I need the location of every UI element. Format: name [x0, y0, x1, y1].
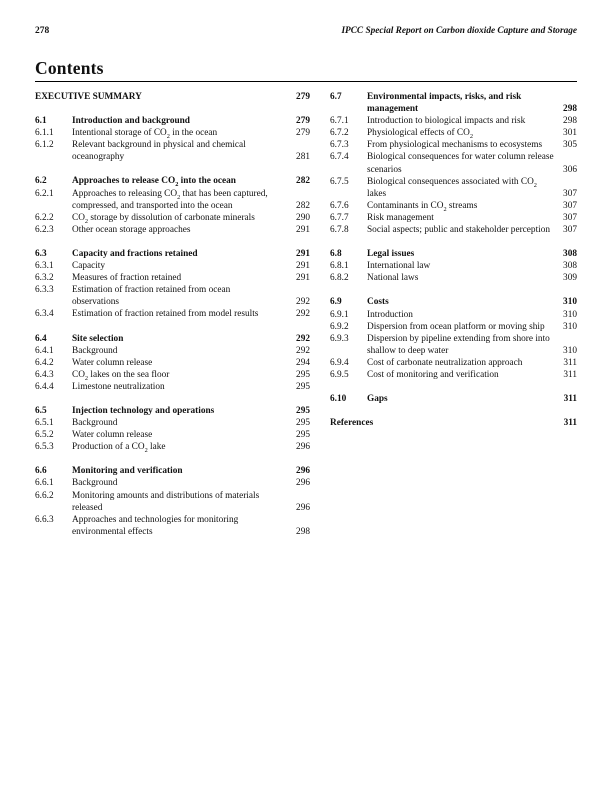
toc-entry-page: 298 [296, 526, 310, 537]
toc-entry-title: Costs [367, 297, 389, 308]
toc-entry-page: 310 [563, 309, 577, 320]
toc-entry-number: 6.7.2 [330, 128, 349, 139]
toc-entry-6.8.2 [330, 272, 577, 284]
toc-entry-6.8 [330, 248, 577, 260]
toc-entry-6.1.2 [35, 139, 310, 163]
toc-entry-title: Water column release [72, 430, 153, 441]
toc-entry-page: 309 [563, 273, 577, 284]
toc-entry-6.7.3 [330, 139, 577, 151]
toc-entry-line [330, 224, 577, 236]
subscript: 2 [175, 181, 179, 189]
toc-entry-page: 290 [296, 212, 310, 223]
toc-entry-line [330, 272, 577, 284]
toc-entry-title: Approaches to releasing $CO_2$ that has been captured, [72, 188, 268, 201]
toc-entry-title: Approaches and technologies for monitoring [72, 514, 239, 525]
toc-entry-title: International law [367, 261, 431, 272]
toc-entry-6.2.2 [35, 212, 310, 224]
toc-entry-line [35, 333, 310, 345]
toc-entry-line [35, 441, 310, 453]
toc-entry-title: Production of a $CO_2$ lake [72, 442, 166, 455]
toc-entry-number: 6.1.2 [35, 140, 54, 151]
toc-entry-number: 6.1.1 [35, 128, 54, 139]
toc-entry-page: 307 [563, 200, 577, 211]
toc-entry-6.5.1 [35, 417, 310, 429]
toc-entry-6.9.5 [330, 369, 577, 381]
toc-entry-6.9.1 [330, 309, 577, 321]
toc-entry-line [330, 296, 577, 308]
toc-entry-6.5.3 [35, 441, 310, 453]
toc-entry-title: Introduction [367, 309, 413, 320]
toc-entry-page: 301 [563, 128, 577, 139]
toc-entry-line [330, 164, 577, 176]
toc-entry-page: 292 [296, 345, 310, 356]
toc-entry-line [330, 212, 577, 224]
toc-entry-line [330, 103, 577, 115]
toc-entry-line [330, 91, 577, 103]
toc-entry-number: 6.10 [330, 394, 347, 405]
toc-entry-line [330, 309, 577, 321]
toc-entry-page: 307 [563, 225, 577, 236]
toc-entry-number: 6.7.6 [330, 200, 349, 211]
toc-entry-line [35, 477, 310, 489]
toc-entry-number: 6.7.3 [330, 140, 349, 151]
toc-entry-line [35, 284, 310, 296]
toc-entry-6.4.3 [35, 369, 310, 381]
toc-entry-number: 6.9.1 [330, 309, 349, 320]
toc-entry-6.9.4 [330, 357, 577, 369]
toc-entry-number: 6.4 [35, 333, 47, 344]
toc-entry-number: 6.9.3 [330, 333, 349, 344]
toc-entry-number: 6.7.7 [330, 212, 349, 223]
toc-entry-line [330, 345, 577, 357]
toc-entry-title: Cost of monitoring and verification [367, 369, 499, 380]
toc-entry-page: 294 [296, 357, 310, 368]
toc-entry-page: 296 [296, 466, 310, 477]
toc-entry-line [35, 127, 310, 139]
toc-entry-page: 310 [563, 345, 577, 356]
toc-entry-page: 282 [296, 176, 310, 187]
toc-entry-page: 298 [563, 116, 577, 127]
toc-entry-6.4.4 [35, 381, 310, 393]
toc-entry-page: 307 [563, 212, 577, 223]
toc-entry-page: 310 [563, 321, 577, 332]
subscript: 2 [443, 205, 447, 213]
toc-entry-line [35, 381, 310, 393]
toc-entry-number: 6.6.1 [35, 478, 54, 489]
toc-entry-6.6 [35, 465, 310, 477]
toc-entry-title: scenarios [367, 164, 402, 175]
subscript: 2 [533, 181, 537, 189]
toc-entry-page: 279 [296, 92, 310, 102]
toc-entry-line [35, 357, 310, 369]
toc-entry-line [35, 224, 310, 236]
subscript: 2 [469, 133, 474, 141]
toc-entry-page: 295 [296, 430, 310, 441]
toc-entry-line [330, 417, 577, 429]
toc-entry-6.3.4 [35, 308, 310, 320]
toc-entry-title: compressed, and transported into the ocean [72, 200, 233, 211]
toc-entry-number: 6.1 [35, 116, 47, 127]
toc-entry-title: Limestone neutralization [72, 381, 165, 392]
toc-entry-page: 292 [296, 297, 310, 308]
toc-entry-6.1.1 [35, 127, 310, 139]
toc-entry-title: $CO_2$ storage by dissolution of carbonate minerals [72, 212, 255, 225]
toc-entry-page: 295 [296, 405, 310, 416]
toc-entry-line [35, 417, 310, 429]
toc-entry-page: 295 [296, 418, 310, 429]
toc-entry-number: 6.4.4 [35, 381, 54, 392]
toc-entry-number: 6.2.2 [35, 212, 54, 223]
toc-entry-title: $CO_2$ lakes on the sea floor [72, 369, 170, 382]
toc-entry-page: 296 [296, 502, 310, 513]
toc-entry-page: 281 [296, 152, 310, 163]
toc-entry [330, 417, 577, 429]
running-title: IPCC Special Report on Carbon dioxide Capture and Storage [341, 26, 577, 36]
toc-entry-line [330, 139, 577, 151]
toc-entry-number: 6.7 [330, 92, 342, 102]
toc-entry-6.4.2 [35, 357, 310, 369]
toc-entry-number: 6.5 [35, 405, 47, 416]
toc-entry-page: 298 [563, 104, 577, 115]
toc-entry-number: 6.4.1 [35, 345, 54, 356]
toc-entry-number: 6.7.5 [330, 176, 349, 187]
subscript: 2 [84, 374, 89, 382]
toc-entry-title: Dispersion from ocean platform or moving ship [367, 321, 545, 332]
toc-entry-page: 291 [296, 273, 310, 284]
toc-entry-title: lakes [367, 188, 387, 199]
toc-entry-title: Social aspects; public and stakeholder perception [367, 225, 551, 236]
toc-entry-number: 6.5.2 [35, 430, 54, 441]
toc-entry-title: Legal issues [367, 249, 415, 260]
toc-entry-title: Risk management [367, 212, 434, 223]
toc-entry-title: National laws [367, 273, 419, 284]
toc-entry-title: Contaminants in $CO_2$ streams [367, 200, 478, 213]
toc-entry-number: 6.9 [330, 297, 342, 308]
toc-entry-number: 6.3.4 [35, 309, 54, 320]
toc-entry-line [330, 393, 577, 405]
toc-entry-line [35, 526, 310, 538]
toc-entry-title: From physiological mechanisms to ecosystems [367, 140, 543, 151]
toc-entry-page: 311 [563, 369, 577, 380]
toc-entry-line [35, 212, 310, 224]
toc-entry-number: 6.7.4 [330, 152, 349, 163]
toc-entry-page: 279 [296, 128, 310, 139]
toc-entry-6.7.4 [330, 151, 577, 175]
toc-entry-title: Capacity [72, 261, 106, 272]
toc-entry-6.7 [330, 91, 577, 115]
toc-entry-page: 311 [563, 418, 577, 429]
toc-entry-number: 6.6 [35, 466, 47, 477]
toc-entry-6.9 [330, 296, 577, 308]
toc-entry-page: 291 [296, 261, 310, 272]
toc-entry-6.4 [35, 333, 310, 345]
toc-entry-line [330, 115, 577, 127]
toc-column-left [35, 91, 310, 538]
toc-entry-title: Introduction and background [72, 116, 190, 127]
toc-entry-title: Background [72, 345, 118, 356]
toc-entry-number: 6.8 [330, 249, 342, 260]
toc-entry-line [35, 151, 310, 163]
toc-entry-line [330, 188, 577, 200]
toc-entry-number: 6.7.1 [330, 116, 349, 127]
toc-entry-number: 6.9.4 [330, 357, 349, 368]
toc-entry-page: 279 [296, 116, 310, 127]
toc-entry [35, 91, 310, 103]
toc-entry-line [330, 127, 577, 139]
toc-entry-line [35, 260, 310, 272]
toc-entry-title: management [367, 104, 419, 115]
toc-entry-line [330, 151, 577, 163]
toc-entry-number: 6.7.8 [330, 225, 349, 236]
toc-entry-line [330, 260, 577, 272]
toc-entry-6.9.3 [330, 333, 577, 357]
toc-entry-title: Measures of fraction retained [72, 273, 182, 284]
toc-entry-6.7.8 [330, 224, 577, 236]
toc-entry-page: 307 [563, 188, 577, 199]
toc-entry-title: Site selection [72, 333, 124, 344]
toc-entry-title: Cost of carbonate neutralization approach [367, 357, 523, 368]
toc-entry-line [330, 357, 577, 369]
toc-entry-page: 292 [296, 309, 310, 320]
toc-entry-line [35, 175, 310, 187]
subscript: 2 [144, 447, 148, 455]
toc-entry-number: 6.2 [35, 176, 47, 187]
toc-entry-line [35, 502, 310, 514]
toc-entry-title: Intentional storage of $CO_2$ in the ocean [72, 128, 218, 141]
toc-entry-6.3.1 [35, 260, 310, 272]
toc-entry-6.5.2 [35, 429, 310, 441]
toc-entry-6.7.2 [330, 127, 577, 139]
toc-entry-title: Estimation of fraction retained from model results [72, 309, 259, 320]
subscript: 2 [166, 133, 170, 141]
toc-entry-page: 296 [296, 478, 310, 489]
toc-entry-6.1 [35, 115, 310, 127]
toc-entry-title: Estimation of fraction retained from ocean [72, 285, 231, 296]
toc-entry-number: 6.3.1 [35, 261, 54, 272]
toc-entry-6.8.1 [330, 260, 577, 272]
toc-entry-page: 306 [563, 164, 577, 175]
page-number: 278 [35, 26, 50, 36]
toc-entry-6.10 [330, 393, 577, 405]
toc-entry-number: 6.5.3 [35, 442, 54, 453]
toc-entry-number: 6.8.1 [330, 261, 349, 272]
toc-entry-6.9.2 [330, 321, 577, 333]
toc-entry-line [35, 200, 310, 212]
toc-entry-title: Capacity and fractions retained [72, 248, 198, 259]
toc-entry-page: 305 [563, 140, 577, 151]
toc-entry-title: environmental effects [72, 526, 153, 537]
toc-entry-title: Monitoring and verification [72, 466, 183, 477]
toc-entry-6.7.1 [330, 115, 577, 127]
toc-entry-line [35, 345, 310, 357]
toc-entry-6.3.3 [35, 284, 310, 308]
toc-entry-6.7.6 [330, 200, 577, 212]
toc-entry-6.6.3 [35, 514, 310, 538]
toc-entry-number: 6.9.5 [330, 369, 349, 380]
toc-entry-title: Background [72, 478, 118, 489]
toc-entry-number: 6.9.2 [330, 321, 349, 332]
toc-entry-6.2.1 [35, 188, 310, 212]
toc-entry-6.7.5 [330, 176, 577, 200]
toc-entry-number: 6.6.3 [35, 514, 54, 525]
title-divider [35, 81, 577, 82]
toc-entry-6.6.2 [35, 490, 310, 514]
toc-entry-line [35, 465, 310, 477]
toc-entry-line [35, 272, 310, 284]
toc-entry-title: Physiological effects of $CO_2$ [367, 128, 474, 141]
toc-entry-title: oceanography [72, 152, 125, 163]
toc-entry-line [35, 248, 310, 260]
toc-entry-page: 292 [296, 333, 310, 344]
toc-entry-line [35, 139, 310, 151]
toc-entry-line [35, 188, 310, 200]
toc-entry-number: 6.8.2 [330, 273, 349, 284]
toc-entry-6.3.2 [35, 272, 310, 284]
toc-entry-line [35, 308, 310, 320]
toc-entry-number: 6.4.2 [35, 357, 54, 368]
toc-entry-title: Dispersion by pipeline extending from shore into [367, 333, 550, 344]
toc-entry-line [330, 176, 577, 188]
toc-entry-6.4.1 [35, 345, 310, 357]
toc-entry-title: Monitoring amounts and distributions of materials [72, 490, 260, 501]
toc-entry-page: 308 [563, 261, 577, 272]
toc-entry-line [330, 200, 577, 212]
toc-entry-title: observations [72, 297, 119, 308]
toc-entry-line [35, 429, 310, 441]
subscript: 2 [177, 193, 181, 201]
toc-entry-number: 6.5.1 [35, 418, 54, 429]
toc-entry-page: 311 [563, 357, 577, 368]
toc-entry-title: Environmental impacts, risks, and risk [367, 92, 522, 102]
toc-entry-page: 295 [296, 381, 310, 392]
running-header [35, 26, 577, 37]
toc-entry-line [35, 514, 310, 526]
toc-entry-title: Approaches to release $CO_2$ into the ocean [72, 176, 236, 189]
toc-entry-line [330, 248, 577, 260]
toc-entry-line [330, 369, 577, 381]
toc-entry-line [35, 405, 310, 417]
toc-entry-6.2.3 [35, 224, 310, 236]
toc-entry-6.5 [35, 405, 310, 417]
toc-entry-line [330, 333, 577, 345]
toc-entry-line [35, 115, 310, 127]
toc-entry-page: 295 [296, 369, 310, 380]
toc-entry-title: Relevant background in physical and chemical [72, 140, 246, 151]
toc-entry-line [35, 91, 310, 103]
toc-entry-6.7.7 [330, 212, 577, 224]
toc-entry-line [35, 369, 310, 381]
toc-entry-title: EXECUTIVE SUMMARY [35, 92, 142, 102]
toc-entry-number: 6.3.2 [35, 273, 54, 284]
page-title: Contents [35, 58, 104, 78]
toc-entry-title: Water column release [72, 357, 153, 368]
toc-entry-page: 308 [563, 249, 577, 260]
toc-entry-page: 291 [296, 224, 310, 235]
subscript: 2 [84, 217, 89, 225]
toc-entry-title: Injection technology and operations [72, 405, 215, 416]
toc-entry-page: 296 [296, 442, 310, 453]
toc-entry-title: shallow to deep water [367, 345, 449, 356]
toc-entry-page: 282 [296, 200, 310, 211]
toc-entry-number: 6.2.3 [35, 224, 54, 235]
toc-entry-number: 6.4.3 [35, 369, 54, 380]
toc-entry-line [330, 321, 577, 333]
toc-entry-line [35, 296, 310, 308]
toc-entry-6.3 [35, 248, 310, 260]
toc-entry-page: 311 [563, 394, 577, 405]
toc-entry-title: Background [72, 418, 118, 429]
toc-entry-title: Biological consequences associated with $CO_2$ [367, 176, 537, 189]
toc-entry-number: 6.6.2 [35, 490, 54, 501]
toc-entry-page: 310 [563, 297, 577, 308]
toc-entry-number: 6.2.1 [35, 188, 54, 199]
toc-entry-title: Gaps [367, 394, 388, 405]
toc-entry-number: 6.3 [35, 248, 47, 259]
toc-entry-title: Biological consequences for water column release [367, 152, 554, 163]
toc-entry-title: References [330, 418, 374, 429]
toc-entry-6.2 [35, 175, 310, 187]
toc-entry-number: 6.3.3 [35, 285, 54, 296]
toc-column-right [330, 91, 577, 538]
toc-entry-page: 291 [296, 248, 310, 259]
table-of-contents [35, 91, 577, 538]
toc-entry-6.6.1 [35, 477, 310, 489]
toc-entry-title: Other ocean storage approaches [72, 224, 191, 235]
toc-entry-title: released [72, 502, 103, 513]
toc-entry-line [35, 490, 310, 502]
toc-entry-title: Introduction to biological impacts and risk [367, 116, 526, 127]
